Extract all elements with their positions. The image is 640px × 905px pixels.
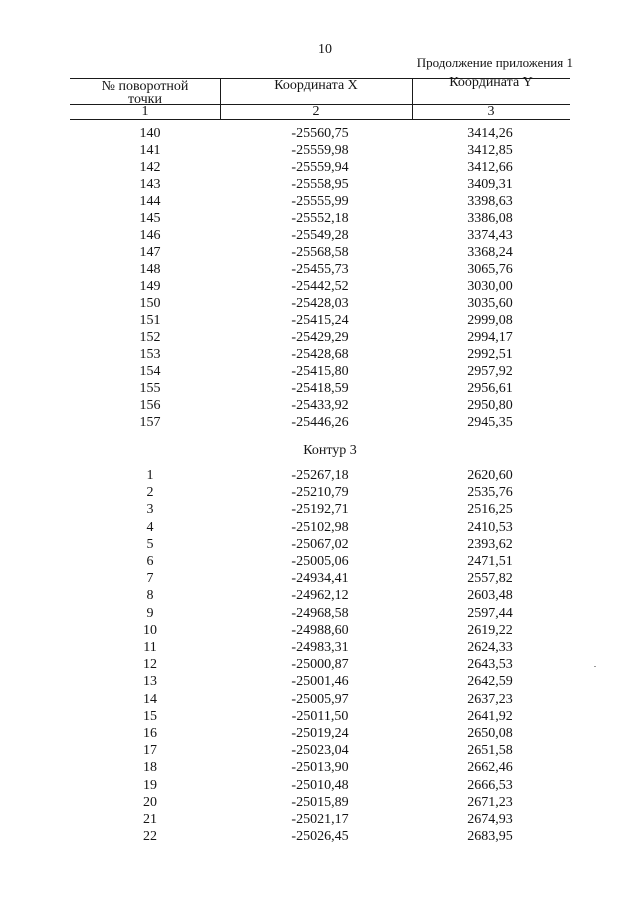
point-number-cell: 8 bbox=[146, 588, 154, 604]
point-number-cell: 2 bbox=[146, 485, 154, 501]
coordinate-x-cell: -25102,98 bbox=[291, 519, 349, 535]
header-point-number-line1: № поворотной bbox=[101, 79, 189, 94]
continuation-label: Продолжение приложения 1 bbox=[416, 55, 573, 70]
point-number-cell: 154 bbox=[139, 364, 161, 379]
coordinate-y-cell: 2603,48 bbox=[467, 588, 513, 604]
header-coordinate-y: Координата Y bbox=[449, 75, 533, 90]
coordinate-x-cell: -25418,59 bbox=[291, 381, 349, 396]
point-number-cell: 12 bbox=[143, 657, 157, 673]
coordinate-x-cell: -25015,89 bbox=[291, 794, 349, 810]
coordinate-y-cell: 3386,08 bbox=[467, 211, 513, 226]
section-title: Контур 3 bbox=[303, 443, 357, 458]
point-number-cell: 3 bbox=[146, 502, 154, 518]
coordinate-x-cell: -25429,29 bbox=[291, 330, 349, 345]
coordinate-x-cell: -25559,94 bbox=[291, 160, 349, 175]
point-number-cell: 20 bbox=[143, 794, 157, 810]
coordinate-y-cell: 2651,58 bbox=[467, 743, 513, 759]
point-number-cell: 17 bbox=[143, 743, 157, 759]
coordinate-x-cell: -25019,24 bbox=[291, 726, 349, 741]
coordinate-y-cell: 2393,62 bbox=[467, 536, 513, 552]
coordinate-x-cell: -25552,18 bbox=[291, 211, 349, 226]
coordinate-y-cell: 2994,17 bbox=[467, 330, 513, 345]
coordinate-x-cell: -25415,24 bbox=[291, 313, 349, 328]
coordinate-x-cell: -25005,06 bbox=[291, 554, 349, 569]
coordinate-x-cell: -24983,31 bbox=[291, 640, 349, 655]
coordinate-y-cell: 2641,92 bbox=[467, 708, 513, 724]
point-number-cell: 14 bbox=[143, 691, 157, 707]
coordinate-y-cell: 3409,31 bbox=[467, 177, 513, 192]
point-number-cell: 151 bbox=[139, 313, 161, 328]
point-number-cell: 149 bbox=[139, 279, 161, 294]
header-coordinate-x: Координата X bbox=[274, 78, 358, 93]
coordinate-x-cell: -25023,04 bbox=[291, 743, 349, 759]
coordinate-y-cell: 3030,00 bbox=[467, 279, 513, 294]
coordinate-y-cell: 2666,53 bbox=[467, 777, 513, 793]
coordinate-y-cell: 2650,08 bbox=[467, 726, 513, 741]
coordinate-x-cell: -25005,97 bbox=[291, 691, 349, 707]
coordinate-x-cell: -25568,58 bbox=[291, 245, 349, 260]
coordinate-y-cell: 3065,76 bbox=[467, 262, 513, 277]
column-number-2: 2 bbox=[312, 104, 320, 119]
coordinate-x-cell: -25267,18 bbox=[291, 468, 349, 483]
coordinate-y-cell: 2999,08 bbox=[467, 313, 513, 328]
coordinate-x-cell: -25026,45 bbox=[291, 829, 349, 845]
header-point-number-line2: точки bbox=[128, 92, 162, 107]
coordinate-x-cell: -25011,50 bbox=[291, 708, 349, 724]
scan-speck bbox=[594, 666, 596, 667]
point-number-cell: 142 bbox=[139, 160, 161, 175]
point-number-cell: 147 bbox=[139, 245, 161, 260]
coordinate-y-cell: 2683,95 bbox=[467, 829, 513, 845]
point-number-cell: 146 bbox=[139, 228, 161, 243]
point-number-cell: 10 bbox=[143, 622, 157, 638]
point-number-cell: 22 bbox=[143, 829, 157, 845]
coordinate-y-cell: 2516,25 bbox=[467, 502, 513, 518]
coordinate-y-cell: 2671,23 bbox=[467, 794, 513, 810]
coordinate-x-cell: -24968,58 bbox=[291, 605, 349, 621]
coordinate-x-cell: -25428,68 bbox=[291, 347, 349, 362]
point-number-cell: 16 bbox=[143, 726, 157, 741]
coordinate-y-cell: 2557,82 bbox=[467, 571, 513, 587]
coordinate-x-cell: -25446,26 bbox=[291, 415, 349, 430]
coordinate-x-cell: -25013,90 bbox=[291, 760, 349, 776]
coordinate-x-cell: -25021,17 bbox=[291, 812, 349, 827]
coordinate-x-cell: -25067,02 bbox=[291, 536, 349, 552]
coordinate-x-cell: -25428,03 bbox=[291, 296, 349, 311]
point-number-cell: 7 bbox=[146, 571, 154, 587]
coordinate-x-cell: -25558,95 bbox=[291, 177, 349, 192]
point-number-cell: 156 bbox=[139, 398, 161, 413]
coordinate-x-cell: -25433,92 bbox=[291, 398, 349, 413]
coordinate-y-cell: 2957,92 bbox=[467, 364, 513, 379]
point-number-cell: 19 bbox=[143, 777, 157, 793]
coordinate-x-cell: -24962,12 bbox=[291, 588, 349, 604]
coordinate-x-cell: -25555,99 bbox=[291, 194, 349, 209]
coordinate-y-cell: 2642,59 bbox=[467, 674, 513, 690]
coordinate-y-cell: 2637,23 bbox=[467, 691, 513, 707]
coordinate-x-cell: -25001,46 bbox=[291, 674, 349, 690]
point-number-cell: 18 bbox=[143, 760, 157, 776]
coordinate-x-cell: -25415,80 bbox=[291, 364, 349, 379]
coordinate-y-cell: 2620,60 bbox=[467, 468, 513, 483]
point-number-cell: 11 bbox=[143, 640, 157, 655]
coordinate-x-cell: -25442,52 bbox=[291, 279, 349, 294]
coordinate-x-cell: -25455,73 bbox=[291, 262, 349, 277]
point-number-cell: 157 bbox=[139, 415, 161, 430]
point-number-cell: 144 bbox=[139, 194, 161, 209]
coordinate-y-cell: 2410,53 bbox=[467, 519, 513, 535]
coordinate-x-cell: -24934,41 bbox=[291, 571, 349, 587]
point-number-cell: 9 bbox=[146, 605, 154, 621]
point-number-cell: 150 bbox=[139, 296, 161, 311]
coordinate-x-cell: -25210,79 bbox=[291, 485, 349, 501]
coordinate-y-cell: 2643,53 bbox=[467, 657, 513, 673]
coordinate-y-cell: 3412,66 bbox=[467, 160, 513, 175]
coordinate-y-cell: 2674,93 bbox=[467, 812, 513, 827]
column-number-3: 3 bbox=[487, 104, 495, 119]
coordinate-y-cell: 2619,22 bbox=[467, 622, 513, 638]
coordinate-y-cell: 3368,24 bbox=[467, 245, 513, 260]
coordinate-y-cell: 2956,61 bbox=[467, 381, 513, 396]
point-number-cell: 13 bbox=[143, 674, 157, 690]
point-number-cell: 140 bbox=[139, 126, 161, 141]
point-number-cell: 5 bbox=[146, 536, 154, 552]
header-bottom-rule bbox=[70, 119, 570, 120]
coordinate-x-cell: -25560,75 bbox=[291, 126, 349, 141]
page-number: 10 bbox=[318, 42, 332, 57]
coordinate-x-cell: -25010,48 bbox=[291, 777, 349, 793]
point-number-cell: 152 bbox=[139, 330, 161, 345]
point-number-cell: 155 bbox=[139, 381, 161, 396]
coordinate-x-cell: -25559,98 bbox=[291, 143, 349, 158]
coordinate-y-cell: 2945,35 bbox=[467, 415, 513, 430]
point-number-cell: 6 bbox=[146, 554, 154, 569]
coordinate-x-cell: -25192,71 bbox=[291, 502, 349, 518]
point-number-cell: 148 bbox=[139, 262, 161, 277]
coordinate-y-cell: 3374,43 bbox=[467, 228, 513, 243]
column-number-1: 1 bbox=[141, 104, 149, 119]
coordinate-y-cell: 3412,85 bbox=[467, 143, 513, 158]
coordinate-y-cell: 2471,51 bbox=[467, 554, 513, 569]
coordinate-y-cell: 3035,60 bbox=[467, 296, 513, 311]
table-header bbox=[70, 74, 570, 120]
point-number-cell: 141 bbox=[139, 143, 161, 158]
point-number-cell: 143 bbox=[139, 177, 161, 192]
point-number-cell: 15 bbox=[143, 708, 157, 724]
point-number-cell: 21 bbox=[143, 812, 157, 827]
point-number-cell: 4 bbox=[146, 519, 154, 535]
coordinate-y-cell: 2992,51 bbox=[467, 347, 513, 362]
coordinate-y-cell: 2662,46 bbox=[467, 760, 513, 776]
coordinate-y-cell: 2950,80 bbox=[467, 398, 513, 413]
point-number-cell: 145 bbox=[139, 211, 161, 226]
header-point-number bbox=[70, 80, 220, 106]
point-number-cell: 1 bbox=[146, 468, 154, 483]
coordinate-y-cell: 3398,63 bbox=[467, 194, 513, 209]
coordinate-x-cell: -24988,60 bbox=[291, 622, 349, 638]
coordinate-x-cell: -25000,87 bbox=[291, 657, 349, 673]
coordinate-y-cell: 2597,44 bbox=[467, 605, 513, 621]
point-number-cell: 153 bbox=[139, 347, 161, 362]
coordinate-y-cell: 2535,76 bbox=[467, 485, 513, 501]
coordinate-y-cell: 2624,33 bbox=[467, 640, 513, 655]
coordinate-y-cell: 3414,26 bbox=[467, 126, 513, 141]
coordinate-x-cell: -25549,28 bbox=[291, 228, 349, 243]
